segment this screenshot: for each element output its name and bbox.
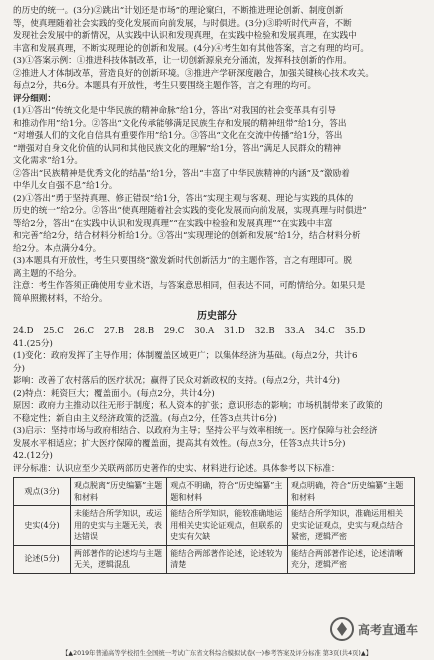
text-line: 和推动作用”给1分。②答出“文化传承能够满足民族生存和发展的精神纽带”给1分，答出: [13, 118, 347, 129]
table-cell: 观点明确，符合“历史编纂”主题和材料: [288, 478, 415, 506]
text-line: 文化需求”给1分。: [13, 156, 84, 166]
text-line: 给2分。本点满分4分。: [13, 243, 102, 254]
section-heading: 评分细则：: [13, 93, 56, 104]
table-cell: 观点脱离“历史编纂”主题和材料: [71, 478, 167, 506]
text-line: (3)本题具有开放性，考生只要围绕“激发新时代创新活力”的主题作答，言之有理即可。脱: [13, 256, 352, 266]
table-row: [14, 478, 415, 506]
mc-answer: 33.A: [284, 326, 305, 336]
table-row: [14, 545, 415, 573]
text-line: 离主题的不给分。: [13, 268, 82, 279]
history-section-title: 历史部分: [197, 311, 237, 322]
text-line: 发现社会发展中的新情况，从实践中认识和发现真理，在实践中检验和发展真理，在实践中: [13, 31, 357, 41]
text-line: 评分标准：认识应至少关联两部历史著作的史实、材料进行论述。具体参考以下标准：: [13, 463, 340, 474]
text-line: (1)①答出“传统文化是中华民族的精神命脉”给1分，答出“对我国的社会变革具有引导: [13, 106, 337, 116]
row-label: 论述(5分): [14, 545, 71, 573]
mc-answer: 32.B: [254, 326, 275, 336]
table-cell: 能结合两部著作论述，论述清晰充分，逻辑严密: [288, 545, 415, 573]
page-footer: 【▲2019年普通高等学校招生全国统一考试广东省文科综合模拟试卷(一)参考答案及评分标准 第3页(共4页)▲】: [61, 650, 373, 657]
text-line: “对增强人们的文化自信具有重要作用”给1分。③答出“文化在交流中传播”给1分，答出: [13, 131, 343, 141]
rubric-table: [13, 477, 415, 574]
watermark-logo: [328, 610, 428, 648]
mc-answer: 25.C: [43, 326, 64, 336]
table-cell: 两部著作的论述均与主题无关，逻辑混乱: [71, 545, 167, 573]
text-line: (2)特点：耗资巨大；覆盖面小。(每点2分，共计4分): [13, 388, 215, 399]
text-line: 简单照搬材料，不给分。: [13, 293, 108, 304]
text-line: 中华儿女自强不息”给1分。: [13, 181, 118, 191]
table-cell: 能结合两部著作论述，论述较为清楚: [167, 545, 288, 573]
text-line: 分): [13, 363, 25, 374]
text-line: 原因：政府力主推动以往无形于制度；私人资本的扩张；意识形态的影响；市场机制带来了政策的: [13, 401, 383, 411]
text-line: 发展水平相适应；扩大医疗保障的覆盖面，提高其有效性。(每点3分，任答3点共计5分): [13, 438, 346, 449]
text-line: (1)变化：政府发挥了主导作用；体制覆盖区域更广；以集体经济为基础。(每点2分，共计6: [13, 351, 358, 361]
text-line: 等给2分，答出“在实践中认识和发现真理”“在实践中检验和发展真理”“在实践中丰富: [13, 218, 333, 229]
table-row: [14, 506, 415, 546]
mc-answer: 30.A: [194, 326, 215, 336]
politics-answers: [13, 5, 421, 305]
text-line: 丰富和发展真理，不断实现理论的创新和发展。(4分)④考生如有其他答案，言之有理的均可。: [13, 43, 369, 54]
text-line: 等，使真理随着社会实践的变化发展而向前发展，与时俱进。(3分)③聆听时代声音，不断: [13, 18, 352, 29]
mc-answer: 34.C: [314, 326, 335, 336]
text-line: 不稳定性；新自由主义经济政策的泛滥。(每点2分，任答3点共计6分): [13, 413, 277, 424]
history-answers: [13, 338, 421, 476]
mc-answer: 28.B: [134, 326, 155, 336]
mc-answer: 35.D: [344, 326, 366, 336]
text-line: 42.(12分): [13, 451, 53, 461]
mc-answer: 29.C: [164, 326, 185, 336]
table-cell: 观点不明确，符合“历史编纂”主题和材料: [167, 478, 288, 506]
table-cell: 能结合所学知识，能较准确地运用相关史实论证观点，但联系的史实有欠缺: [167, 506, 288, 546]
table-cell: 能结合所学知识，准确运用相关史实论证观点，史实与观点结合紧密，逻辑严密: [288, 506, 415, 546]
table-cell: 未能结合所学知识，或运用的史实与主题无关，表达错误: [71, 506, 167, 546]
mc-answer: 26.C: [73, 326, 95, 336]
row-label: 史实(4分): [14, 506, 71, 546]
mc-answer: 31.D: [224, 326, 245, 336]
text-line: 影响：改善了农村落后的医疗状况；赢得了民众对新政权的支持。(每点2分，共计4分): [13, 376, 341, 386]
text-line: (3)①答案示例：①推进科技体制改革，让一切创新源泉充分涌流，发挥科技创新的作用。: [13, 56, 352, 66]
text-line: 和完善”给2分，结合材料分析给1分。③答出“实现理论的创新和发展”给1分，结合材料分析: [13, 231, 361, 241]
text-line: “增强对自身文化价值的认同和其他民族文化的理解”给1分，答出“满足人民群众的精神: [13, 143, 342, 154]
mc-answer: 27.B: [104, 326, 125, 336]
text-line: 历史的统一”给2分。②答出“使真理随着社会实践的变化发展而向前发展，实现真理与时俱进”: [13, 206, 367, 216]
watermark-text: 高考直通车: [358, 623, 419, 637]
text-line: ②答出“民族精神是优秀文化的结晶”给1分，答出“丰富了中华民族精神的内涵”及“激励着: [13, 168, 350, 179]
text-line: 每点2分，共6分。本题具有开放性，考生只要围绕主题作答，言之有理的均可。: [13, 81, 317, 91]
text-line: (3)启示：坚持市场与政府相结合、以政府为主导；坚持公平与效率相统一。医疗保障与社会经济: [13, 426, 378, 436]
text-line: 的历史的统一。(3分)②跳出“计划还是市场”的理论窠臼，不断推进理论创新、制度创新: [13, 6, 344, 16]
text-line: (2)①答出“勇于坚持真理、修正错误”给1分，答出“实现主观与客观、理论与实践的具体的: [13, 193, 354, 204]
text-line: ②推进人才体制改革，营造良好的创新环境。③推进产学研深度融合，加强关键核心技术攻关。: [13, 68, 374, 79]
row-label: 观点(3分): [14, 478, 71, 506]
mc-answer: 24.D: [13, 326, 34, 336]
text-line: 注意：考生作答须正确使用专业术语，与答案意思相同，但表达不同，可酌情给分。如果只是: [13, 281, 366, 291]
text-line: 41.(25分): [13, 338, 53, 349]
multiple-choice-answers: [13, 325, 421, 338]
